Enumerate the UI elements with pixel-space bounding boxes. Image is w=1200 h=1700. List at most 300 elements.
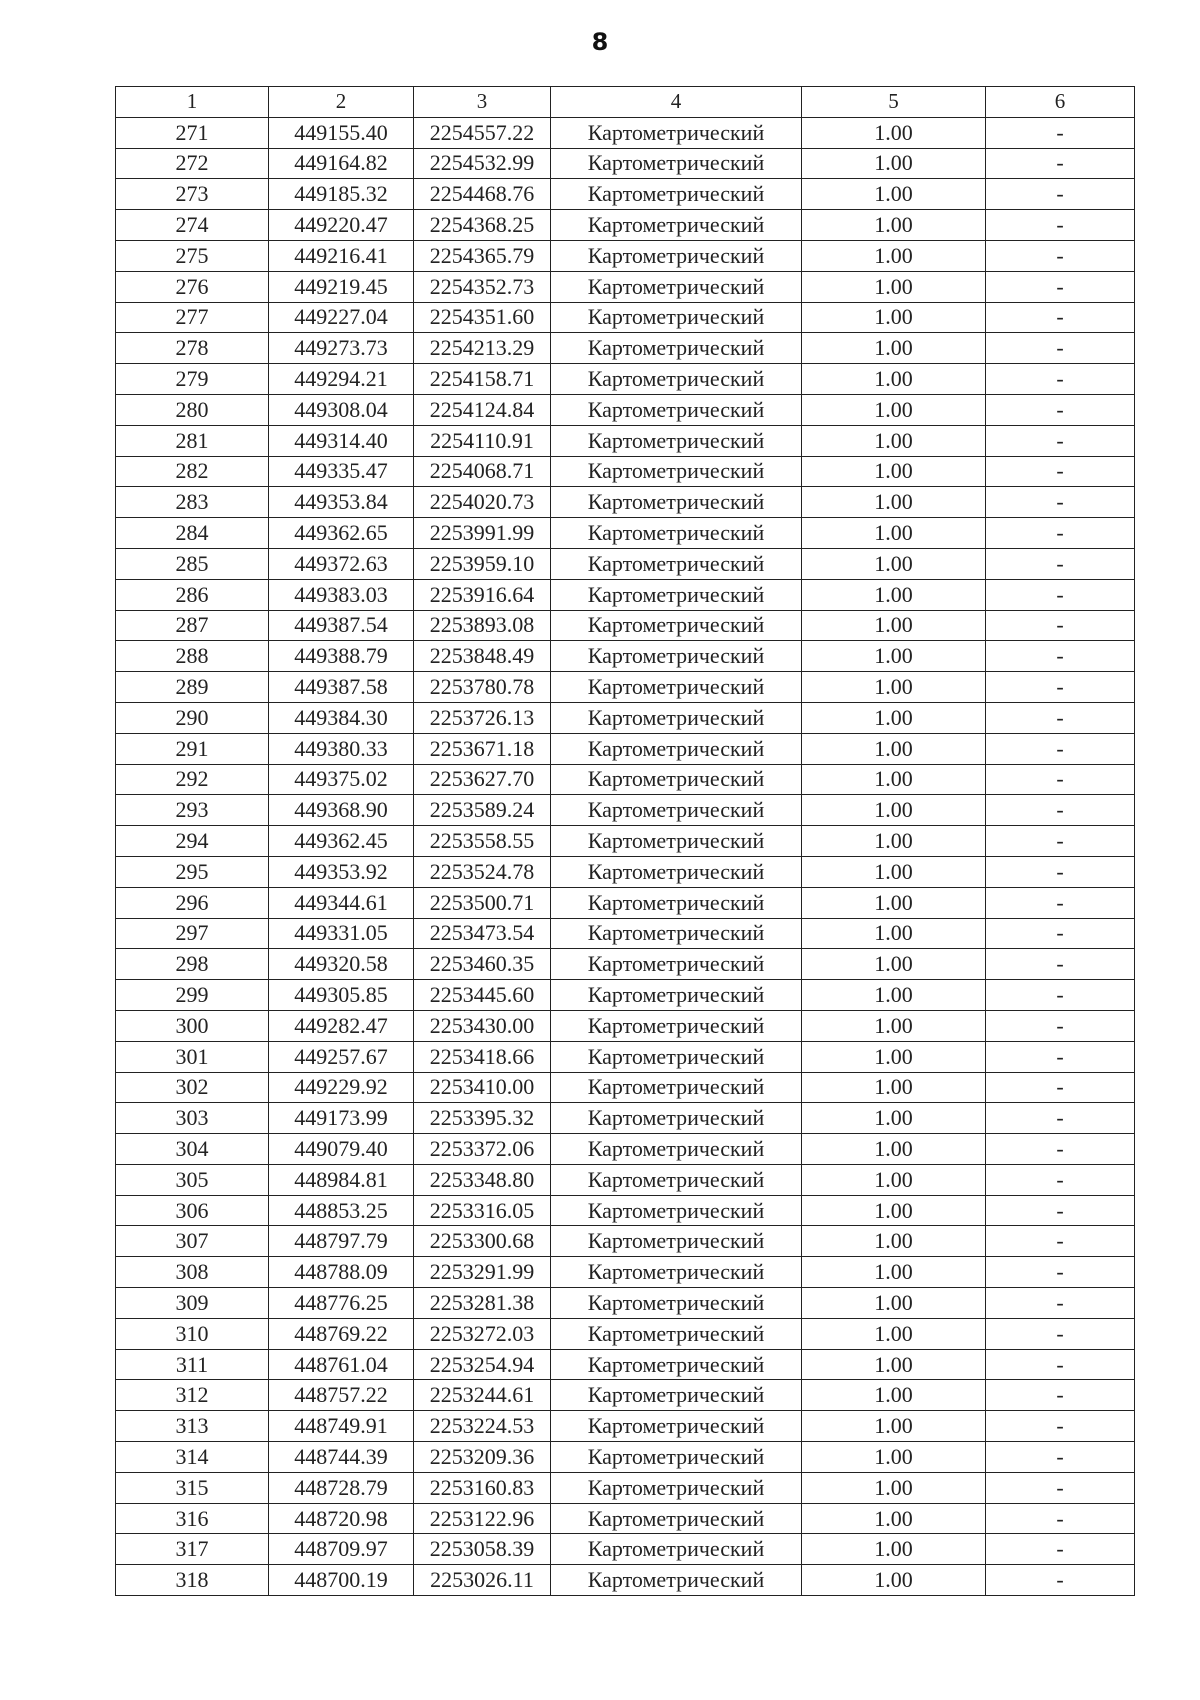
method-cell: Картометрический (551, 1010, 802, 1041)
table-row (116, 764, 1135, 795)
note-cell: - (986, 1226, 1135, 1257)
method-cell: Картометрический (551, 394, 802, 425)
point-number-cell: 294 (116, 826, 269, 857)
note-cell: - (986, 1472, 1135, 1503)
x-coordinate-cell: 449388.79 (269, 641, 414, 672)
method-cell: Картометрический (551, 1442, 802, 1473)
column-header: 1 (116, 87, 269, 118)
note-cell: - (986, 1380, 1135, 1411)
table-row (116, 518, 1135, 549)
point-number-cell: 309 (116, 1288, 269, 1319)
accuracy-cell: 1.00 (802, 918, 986, 949)
accuracy-cell: 1.00 (802, 271, 986, 302)
y-coordinate-cell: 2253395.32 (414, 1103, 551, 1134)
table-row (116, 1503, 1135, 1534)
point-number-cell: 279 (116, 364, 269, 395)
method-cell: Картометрический (551, 487, 802, 518)
x-coordinate-cell: 449164.82 (269, 148, 414, 179)
method-cell: Картометрический (551, 702, 802, 733)
accuracy-cell: 1.00 (802, 1380, 986, 1411)
x-coordinate-cell: 449155.40 (269, 117, 414, 148)
method-cell: Картометрический (551, 1103, 802, 1134)
accuracy-cell: 1.00 (802, 1349, 986, 1380)
accuracy-cell: 1.00 (802, 733, 986, 764)
x-coordinate-cell: 448749.91 (269, 1411, 414, 1442)
y-coordinate-cell: 2253410.00 (414, 1072, 551, 1103)
point-number-cell: 293 (116, 795, 269, 826)
method-cell: Картометрический (551, 1226, 802, 1257)
accuracy-cell: 1.00 (802, 1195, 986, 1226)
note-cell: - (986, 1318, 1135, 1349)
method-cell: Картометрический (551, 1380, 802, 1411)
note-cell: - (986, 1288, 1135, 1319)
point-number-cell: 290 (116, 702, 269, 733)
x-coordinate-cell: 449257.67 (269, 1041, 414, 1072)
point-number-cell: 306 (116, 1195, 269, 1226)
point-number-cell: 295 (116, 856, 269, 887)
note-cell: - (986, 1257, 1135, 1288)
x-coordinate-cell: 449353.84 (269, 487, 414, 518)
method-cell: Картометрический (551, 456, 802, 487)
method-cell: Картометрический (551, 610, 802, 641)
column-header: 5 (802, 87, 986, 118)
method-cell: Картометрический (551, 949, 802, 980)
accuracy-cell: 1.00 (802, 949, 986, 980)
note-cell: - (986, 949, 1135, 980)
point-number-cell: 315 (116, 1472, 269, 1503)
note-cell: - (986, 702, 1135, 733)
table-row (116, 487, 1135, 518)
note-cell: - (986, 672, 1135, 703)
point-number-cell: 307 (116, 1226, 269, 1257)
y-coordinate-cell: 2253445.60 (414, 980, 551, 1011)
point-number-cell: 312 (116, 1380, 269, 1411)
note-cell: - (986, 1349, 1135, 1380)
y-coordinate-cell: 2253058.39 (414, 1534, 551, 1565)
accuracy-cell: 1.00 (802, 856, 986, 887)
method-cell: Картометрический (551, 641, 802, 672)
x-coordinate-cell: 449375.02 (269, 764, 414, 795)
table-row (116, 672, 1135, 703)
column-header: 2 (269, 87, 414, 118)
x-coordinate-cell: 449384.30 (269, 702, 414, 733)
y-coordinate-cell: 2253316.05 (414, 1195, 551, 1226)
point-number-cell: 277 (116, 302, 269, 333)
y-coordinate-cell: 2253122.96 (414, 1503, 551, 1534)
accuracy-cell: 1.00 (802, 1257, 986, 1288)
accuracy-cell: 1.00 (802, 1318, 986, 1349)
table-row (116, 148, 1135, 179)
point-number-cell: 305 (116, 1164, 269, 1195)
header-row (116, 87, 1135, 118)
x-coordinate-cell: 449362.65 (269, 518, 414, 549)
y-coordinate-cell: 2253916.64 (414, 579, 551, 610)
accuracy-cell: 1.00 (802, 610, 986, 641)
table-row (116, 980, 1135, 1011)
table-row (116, 240, 1135, 271)
note-cell: - (986, 1103, 1135, 1134)
method-cell: Картометрический (551, 1565, 802, 1596)
method-cell: Картометрический (551, 1288, 802, 1319)
note-cell: - (986, 333, 1135, 364)
note-cell: - (986, 887, 1135, 918)
point-number-cell: 276 (116, 271, 269, 302)
y-coordinate-cell: 2253281.38 (414, 1288, 551, 1319)
table-row (116, 1442, 1135, 1473)
point-number-cell: 285 (116, 548, 269, 579)
x-coordinate-cell: 449372.63 (269, 548, 414, 579)
y-coordinate-cell: 2254351.60 (414, 302, 551, 333)
method-cell: Картометрический (551, 980, 802, 1011)
y-coordinate-cell: 2253627.70 (414, 764, 551, 795)
note-cell: - (986, 364, 1135, 395)
x-coordinate-cell: 449387.58 (269, 672, 414, 703)
note-cell: - (986, 856, 1135, 887)
method-cell: Картометрический (551, 1164, 802, 1195)
accuracy-cell: 1.00 (802, 1442, 986, 1473)
point-number-cell: 286 (116, 579, 269, 610)
method-cell: Картометрический (551, 1072, 802, 1103)
x-coordinate-cell: 449320.58 (269, 949, 414, 980)
table-row (116, 826, 1135, 857)
y-coordinate-cell: 2253372.06 (414, 1134, 551, 1165)
y-coordinate-cell: 2253244.61 (414, 1380, 551, 1411)
point-number-cell: 291 (116, 733, 269, 764)
point-number-cell: 292 (116, 764, 269, 795)
point-number-cell: 308 (116, 1257, 269, 1288)
x-coordinate-cell: 449331.05 (269, 918, 414, 949)
table-row (116, 210, 1135, 241)
x-coordinate-cell: 449282.47 (269, 1010, 414, 1041)
accuracy-cell: 1.00 (802, 179, 986, 210)
x-coordinate-cell: 449294.21 (269, 364, 414, 395)
accuracy-cell: 1.00 (802, 1534, 986, 1565)
accuracy-cell: 1.00 (802, 702, 986, 733)
table-row (116, 1318, 1135, 1349)
method-cell: Картометрический (551, 271, 802, 302)
x-coordinate-cell: 448757.22 (269, 1380, 414, 1411)
note-cell: - (986, 1010, 1135, 1041)
accuracy-cell: 1.00 (802, 518, 986, 549)
note-cell: - (986, 980, 1135, 1011)
y-coordinate-cell: 2253589.24 (414, 795, 551, 826)
method-cell: Картометрический (551, 1134, 802, 1165)
y-coordinate-cell: 2254110.91 (414, 425, 551, 456)
column-header: 6 (986, 87, 1135, 118)
method-cell: Картометрический (551, 764, 802, 795)
y-coordinate-cell: 2253558.55 (414, 826, 551, 857)
table-row (116, 1411, 1135, 1442)
method-cell: Картометрический (551, 117, 802, 148)
table-row (116, 702, 1135, 733)
point-number-cell: 317 (116, 1534, 269, 1565)
method-cell: Картометрический (551, 333, 802, 364)
table-row (116, 1380, 1135, 1411)
table-row (116, 918, 1135, 949)
method-cell: Картометрический (551, 918, 802, 949)
x-coordinate-cell: 449308.04 (269, 394, 414, 425)
accuracy-cell: 1.00 (802, 425, 986, 456)
accuracy-cell: 1.00 (802, 456, 986, 487)
x-coordinate-cell: 449227.04 (269, 302, 414, 333)
x-coordinate-cell: 448984.81 (269, 1164, 414, 1195)
note-cell: - (986, 456, 1135, 487)
method-cell: Картометрический (551, 1257, 802, 1288)
method-cell: Картометрический (551, 548, 802, 579)
note-cell: - (986, 487, 1135, 518)
point-number-cell: 316 (116, 1503, 269, 1534)
note-cell: - (986, 425, 1135, 456)
accuracy-cell: 1.00 (802, 1103, 986, 1134)
method-cell: Картометрический (551, 856, 802, 887)
accuracy-cell: 1.00 (802, 364, 986, 395)
accuracy-cell: 1.00 (802, 117, 986, 148)
note-cell: - (986, 240, 1135, 271)
accuracy-cell: 1.00 (802, 1041, 986, 1072)
note-cell: - (986, 641, 1135, 672)
table-row (116, 1072, 1135, 1103)
x-coordinate-cell: 449368.90 (269, 795, 414, 826)
y-coordinate-cell: 2253160.83 (414, 1472, 551, 1503)
table-row (116, 1164, 1135, 1195)
x-coordinate-cell: 449335.47 (269, 456, 414, 487)
accuracy-cell: 1.00 (802, 548, 986, 579)
x-coordinate-cell: 449220.47 (269, 210, 414, 241)
table-row (116, 795, 1135, 826)
accuracy-cell: 1.00 (802, 240, 986, 271)
note-cell: - (986, 1442, 1135, 1473)
x-coordinate-cell: 449273.73 (269, 333, 414, 364)
note-cell: - (986, 518, 1135, 549)
x-coordinate-cell: 449314.40 (269, 425, 414, 456)
x-coordinate-cell: 449079.40 (269, 1134, 414, 1165)
accuracy-cell: 1.00 (802, 1226, 986, 1257)
accuracy-cell: 1.00 (802, 1503, 986, 1534)
note-cell: - (986, 1134, 1135, 1165)
note-cell: - (986, 1195, 1135, 1226)
point-number-cell: 274 (116, 210, 269, 241)
table-row (116, 271, 1135, 302)
point-number-cell: 275 (116, 240, 269, 271)
y-coordinate-cell: 2254368.25 (414, 210, 551, 241)
x-coordinate-cell: 448744.39 (269, 1442, 414, 1473)
table-row (116, 1010, 1135, 1041)
y-coordinate-cell: 2253272.03 (414, 1318, 551, 1349)
accuracy-cell: 1.00 (802, 795, 986, 826)
method-cell: Картометрический (551, 364, 802, 395)
method-cell: Картометрический (551, 733, 802, 764)
table-row (116, 1195, 1135, 1226)
x-coordinate-cell: 449173.99 (269, 1103, 414, 1134)
point-number-cell: 310 (116, 1318, 269, 1349)
point-number-cell: 302 (116, 1072, 269, 1103)
table-row (116, 1257, 1135, 1288)
x-coordinate-cell: 449219.45 (269, 271, 414, 302)
accuracy-cell: 1.00 (802, 672, 986, 703)
table-row (116, 302, 1135, 333)
note-cell: - (986, 179, 1135, 210)
y-coordinate-cell: 2253224.53 (414, 1411, 551, 1442)
table-row (116, 425, 1135, 456)
y-coordinate-cell: 2254124.84 (414, 394, 551, 425)
y-coordinate-cell: 2253460.35 (414, 949, 551, 980)
note-cell: - (986, 610, 1135, 641)
y-coordinate-cell: 2253500.71 (414, 887, 551, 918)
accuracy-cell: 1.00 (802, 487, 986, 518)
note-cell: - (986, 1164, 1135, 1195)
table-row (116, 1349, 1135, 1380)
point-number-cell: 313 (116, 1411, 269, 1442)
coordinates-table (115, 86, 1135, 1596)
point-number-cell: 271 (116, 117, 269, 148)
point-number-cell: 311 (116, 1349, 269, 1380)
method-cell: Картометрический (551, 1318, 802, 1349)
accuracy-cell: 1.00 (802, 1072, 986, 1103)
y-coordinate-cell: 2253209.36 (414, 1442, 551, 1473)
accuracy-cell: 1.00 (802, 1134, 986, 1165)
note-cell: - (986, 795, 1135, 826)
note-cell: - (986, 210, 1135, 241)
point-number-cell: 300 (116, 1010, 269, 1041)
column-header: 4 (551, 87, 802, 118)
accuracy-cell: 1.00 (802, 1164, 986, 1195)
method-cell: Картометрический (551, 672, 802, 703)
accuracy-cell: 1.00 (802, 826, 986, 857)
note-cell: - (986, 918, 1135, 949)
method-cell: Картометрический (551, 1349, 802, 1380)
method-cell: Картометрический (551, 826, 802, 857)
x-coordinate-cell: 448709.97 (269, 1534, 414, 1565)
x-coordinate-cell: 449344.61 (269, 887, 414, 918)
page-number: 8 (591, 28, 609, 56)
y-coordinate-cell: 2254352.73 (414, 271, 551, 302)
x-coordinate-cell: 448776.25 (269, 1288, 414, 1319)
y-coordinate-cell: 2254158.71 (414, 364, 551, 395)
y-coordinate-cell: 2253348.80 (414, 1164, 551, 1195)
table-row (116, 1103, 1135, 1134)
table-row (116, 610, 1135, 641)
point-number-cell: 304 (116, 1134, 269, 1165)
point-number-cell: 303 (116, 1103, 269, 1134)
point-number-cell: 280 (116, 394, 269, 425)
point-number-cell: 278 (116, 333, 269, 364)
method-cell: Картометрический (551, 210, 802, 241)
note-cell: - (986, 1565, 1135, 1596)
accuracy-cell: 1.00 (802, 210, 986, 241)
table-row (116, 179, 1135, 210)
x-coordinate-cell: 449362.45 (269, 826, 414, 857)
x-coordinate-cell: 448720.98 (269, 1503, 414, 1534)
method-cell: Картометрический (551, 1041, 802, 1072)
accuracy-cell: 1.00 (802, 394, 986, 425)
method-cell: Картометрический (551, 518, 802, 549)
x-coordinate-cell: 448728.79 (269, 1472, 414, 1503)
point-number-cell: 288 (116, 641, 269, 672)
note-cell: - (986, 1041, 1135, 1072)
y-coordinate-cell: 2253430.00 (414, 1010, 551, 1041)
y-coordinate-cell: 2254020.73 (414, 487, 551, 518)
table-row (116, 1041, 1135, 1072)
point-number-cell: 272 (116, 148, 269, 179)
method-cell: Картометрический (551, 1534, 802, 1565)
x-coordinate-cell: 449387.54 (269, 610, 414, 641)
accuracy-cell: 1.00 (802, 333, 986, 364)
table-row (116, 333, 1135, 364)
point-number-cell: 299 (116, 980, 269, 1011)
point-number-cell: 297 (116, 918, 269, 949)
accuracy-cell: 1.00 (802, 1010, 986, 1041)
x-coordinate-cell: 448700.19 (269, 1565, 414, 1596)
method-cell: Картометрический (551, 579, 802, 610)
accuracy-cell: 1.00 (802, 1565, 986, 1596)
point-number-cell: 283 (116, 487, 269, 518)
method-cell: Картометрический (551, 1472, 802, 1503)
method-cell: Картометрический (551, 1503, 802, 1534)
y-coordinate-cell: 2253473.54 (414, 918, 551, 949)
point-number-cell: 318 (116, 1565, 269, 1596)
table-row (116, 364, 1135, 395)
point-number-cell: 289 (116, 672, 269, 703)
table-row (116, 548, 1135, 579)
point-number-cell: 314 (116, 1442, 269, 1473)
point-number-cell: 284 (116, 518, 269, 549)
accuracy-cell: 1.00 (802, 980, 986, 1011)
y-coordinate-cell: 2253300.68 (414, 1226, 551, 1257)
x-coordinate-cell: 448788.09 (269, 1257, 414, 1288)
y-coordinate-cell: 2253291.99 (414, 1257, 551, 1288)
method-cell: Картометрический (551, 1411, 802, 1442)
y-coordinate-cell: 2254365.79 (414, 240, 551, 271)
note-cell: - (986, 394, 1135, 425)
point-number-cell: 281 (116, 425, 269, 456)
y-coordinate-cell: 2254532.99 (414, 148, 551, 179)
point-number-cell: 273 (116, 179, 269, 210)
point-number-cell: 287 (116, 610, 269, 641)
table-row (116, 641, 1135, 672)
y-coordinate-cell: 2253780.78 (414, 672, 551, 703)
note-cell: - (986, 1503, 1135, 1534)
table-row (116, 456, 1135, 487)
method-cell: Картометрический (551, 179, 802, 210)
y-coordinate-cell: 2253026.11 (414, 1565, 551, 1596)
accuracy-cell: 1.00 (802, 1472, 986, 1503)
point-number-cell: 282 (116, 456, 269, 487)
y-coordinate-cell: 2253991.99 (414, 518, 551, 549)
method-cell: Картометрический (551, 302, 802, 333)
table-row (116, 949, 1135, 980)
table-row (116, 1288, 1135, 1319)
y-coordinate-cell: 2253671.18 (414, 733, 551, 764)
table-row (116, 1134, 1135, 1165)
table-row (116, 394, 1135, 425)
y-coordinate-cell: 2253959.10 (414, 548, 551, 579)
accuracy-cell: 1.00 (802, 148, 986, 179)
y-coordinate-cell: 2253893.08 (414, 610, 551, 641)
note-cell: - (986, 1072, 1135, 1103)
table-row (116, 733, 1135, 764)
x-coordinate-cell: 449185.32 (269, 179, 414, 210)
note-cell: - (986, 148, 1135, 179)
y-coordinate-cell: 2253254.94 (414, 1349, 551, 1380)
y-coordinate-cell: 2254557.22 (414, 117, 551, 148)
point-number-cell: 298 (116, 949, 269, 980)
accuracy-cell: 1.00 (802, 1288, 986, 1319)
x-coordinate-cell: 448761.04 (269, 1349, 414, 1380)
x-coordinate-cell: 449305.85 (269, 980, 414, 1011)
y-coordinate-cell: 2253726.13 (414, 702, 551, 733)
note-cell: - (986, 764, 1135, 795)
note-cell: - (986, 1411, 1135, 1442)
